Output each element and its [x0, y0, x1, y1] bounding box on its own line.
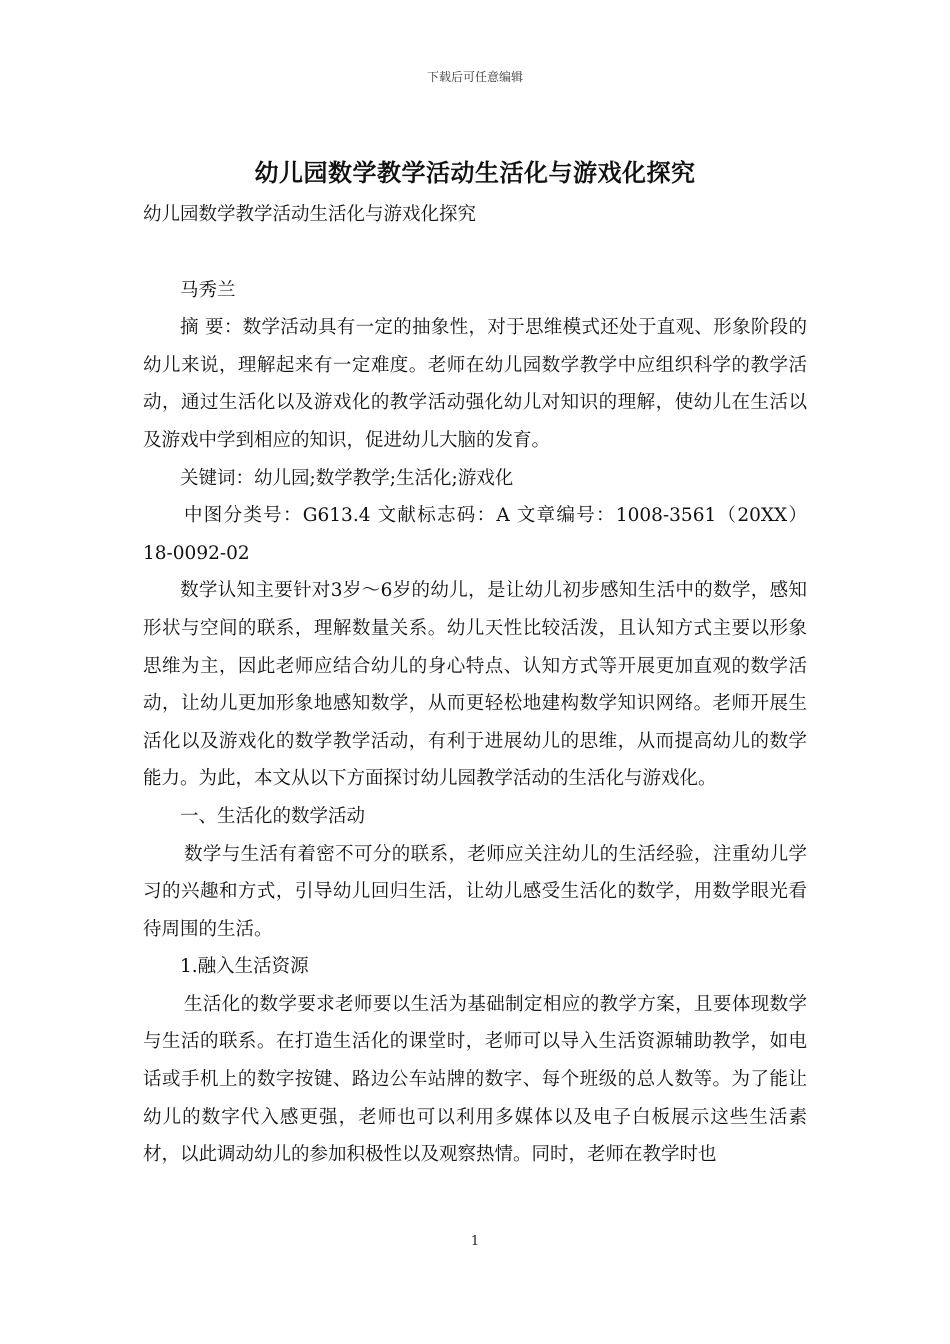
intro-paragraph: 数学认知主要针对3岁～6岁的幼儿，是让幼儿初步感知生活中的数学，感知形状与空间的联系，理解数量关系。幼儿天性比较活泼，且认知方式主要以形象思维为主，因此老师应结合幼儿的身心特点、认知方式等开展更加直观的数学活动，让幼儿更加形象地感知数学，从而更轻松地建构数学知识网络。老师开展生活化以及游戏化的数学教学活动，有利于进展幼儿的思维，从而提高幼儿的数学能力。为此，本文从以下方面探讨幼儿园教学活动的生活化与游戏化。 — [143, 580, 807, 790]
subsection-heading: 1.融入生活资源 — [180, 956, 309, 978]
section-paragraph: 数学与生活有着密不可分的联系，老师应关注幼儿的生活经验，注重幼儿学习的兴趣和方式，引导幼儿回归生活，让幼儿感受生活化的数学，用数学眼光看待周围的生活。 — [143, 843, 807, 940]
header-note: 下载后可任意编辑 — [426, 70, 523, 84]
author: 马秀兰 — [180, 279, 236, 301]
section-heading: 一、生活化的数学活动 — [180, 805, 366, 827]
page-number: 1 — [470, 1234, 480, 1249]
subtitle: 幼儿园数学教学活动生活化与游戏化探究 — [143, 204, 477, 225]
abstract-paragraph: 摘 要：数学活动具有一定的抽象性，对于思维模式还处于直观、形象阶段的幼儿来说，理解起来有一定难度。老师在幼儿园数学教学中应组织科学的教学活动，通过生活化以及游戏化的教学活动强化幼儿对知识的理解，使幼儿在生活以及游戏中学到相应的知识，促进幼儿大脑的发育。 — [143, 317, 807, 451]
blank-line — [143, 234, 807, 272]
document-body — [143, 196, 807, 1174]
classification-line: 中图分类号：G613.4 文献标志码：A 文章编号：1008-3561（20XX）18-0092-02 — [143, 505, 807, 564]
document-title: 幼儿园数学教学活动生活化与游戏化探究 — [254, 159, 696, 187]
keywords-line: 关键词：幼儿园;数学教学;生活化;游戏化 — [180, 467, 514, 489]
subsection-paragraph: 生活化的数学要求老师要以生活为基础制定相应的教学方案，且要体现数学与生活的联系。在打造生活化的课堂时，老师可以导入生活资源辅助教学，如电话或手机上的数字按键、路边公车站牌的数字、每个班级的总人数等。为了能让幼儿的数字代入感更强，老师也可以利用多媒体以及电子白板展示这些生活素材，以此调动幼儿的参加积极性以及观察热情。同时，老师在教学时也 — [143, 993, 807, 1166]
